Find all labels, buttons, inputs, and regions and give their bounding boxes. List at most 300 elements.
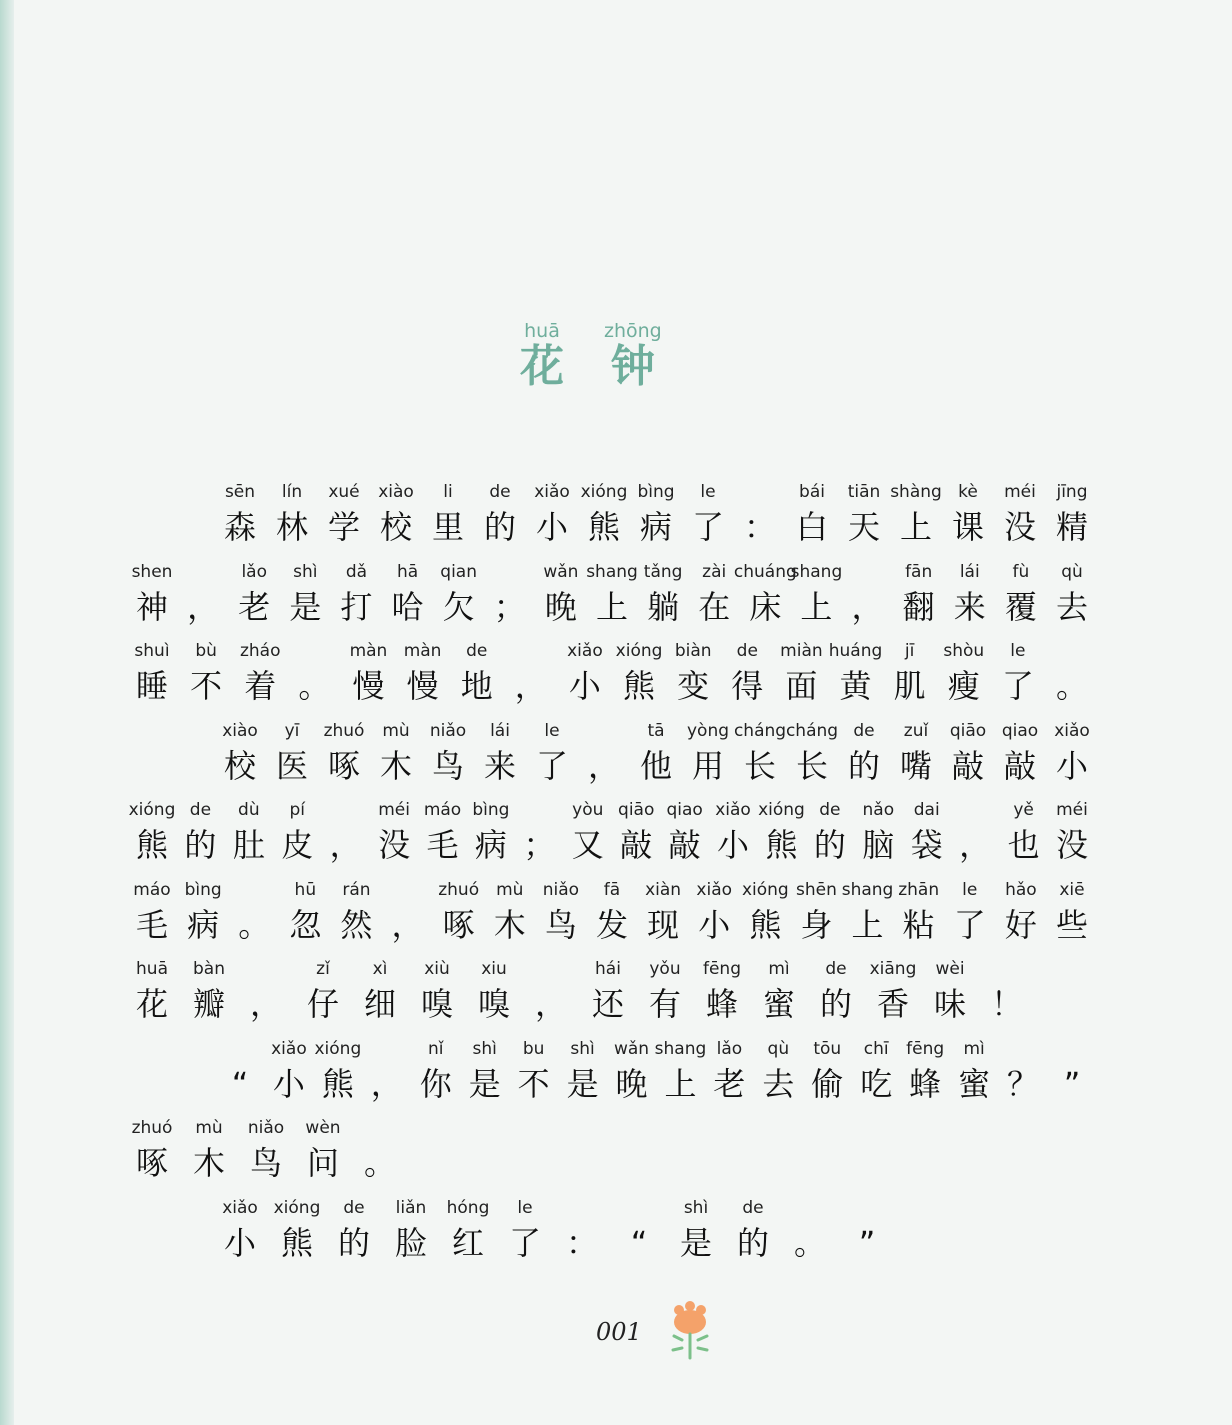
pinyin: xióng [758,800,805,820]
hanzi: ” [1063,1064,1081,1103]
pinyin: méi [1056,800,1088,820]
hanzi: 覆 [1004,587,1037,626]
pinyin-char [244,1114,288,1184]
pinyin: qù [1061,561,1083,582]
hanzi: 的 [813,826,846,864]
pinyin: xióng [615,641,663,661]
pinyin-char [586,558,638,628]
hanzi: 。 [793,1223,826,1262]
pinyin: yòng [686,720,730,741]
hanzi: ， [851,587,884,626]
pinyin: huā [136,959,168,979]
hanzi: 毛 [426,826,459,864]
pinyin: fān [905,561,933,582]
hanzi: 嗅 [477,985,510,1023]
hanzi: 慢 [352,667,385,705]
pinyin: lǎo [241,561,267,582]
pinyin: máo [423,800,462,820]
pinyin-char [275,1194,319,1264]
pinyin: shòu [943,641,985,661]
hanzi: 课 [951,508,984,546]
hanzi: 面 [785,667,818,705]
hanzi: 里 [431,508,464,546]
pinyin-char [590,876,634,946]
pinyin-char [686,717,730,787]
hanzi: 是 [289,587,322,626]
hanzi: 上 [664,1064,697,1103]
pinyin: fù [1012,561,1030,582]
pinyin-char [324,796,368,866]
pinyin: xué [328,482,360,502]
pinyin-char [566,796,610,866]
pinyin: xiǎo [534,482,570,502]
hanzi: 小 [535,508,568,546]
pinyin: yòu [572,800,604,820]
pinyin-char [946,478,990,548]
pinyin-char [187,1114,231,1184]
pinyin: wǎn [543,561,579,582]
hanzi: 有 [648,985,681,1023]
pinyin-char [446,1194,490,1264]
page-number: 001 [596,1318,642,1346]
pinyin-char [1050,558,1094,628]
hanzi: 地 [460,667,493,705]
pinyin-char [953,796,997,866]
hanzi: 红 [451,1223,484,1262]
pinyin-char [738,478,782,548]
hanzi: 晚 [615,1064,648,1103]
pinyin-char [654,1035,707,1105]
hanzi: 嘴 [899,746,932,785]
pinyin-char [842,478,886,548]
pinyin-char [130,876,174,946]
hanzi: 细 [363,985,396,1023]
hanzi: 香 [876,985,909,1023]
pinyin: le [962,879,978,900]
pinyin-char [275,796,319,866]
pinyin: zuǐ [903,720,929,741]
pinyin-char [218,1035,262,1105]
pinyin: lǎo [716,1038,743,1059]
pinyin: le [700,482,716,502]
hanzi: 然 [340,905,373,944]
pinyin-char [854,1035,898,1105]
pinyin: xiǎo [567,641,603,661]
pinyin-char [952,1035,996,1105]
hanzi: ” [858,1223,876,1262]
pinyin: xiù [424,959,450,979]
pinyin-char [998,717,1042,787]
pinyin: pí [289,800,305,820]
pinyin: miàn [780,641,823,661]
pinyin-char [1050,637,1094,707]
pinyin-char [374,717,418,787]
pinyin-char [756,1035,800,1105]
pinyin: tǎng [643,561,683,582]
pinyin-char [130,558,174,628]
pinyin: chī [863,1038,889,1059]
hanzi: 小 [717,826,750,864]
pinyin-char [478,717,522,787]
pinyin-char [529,955,573,1025]
pinyin: xiǎo [1054,720,1090,741]
hanzi: 。 [363,1144,396,1182]
pinyin: shang [790,561,843,582]
hanzi: 精 [1055,508,1088,546]
pinyin: jīng [1056,482,1088,502]
hanzi: ， [514,667,547,705]
pinyin: máo [133,879,171,900]
hanzi: 敲 [620,826,653,864]
pinyin-char [401,637,445,707]
pinyin-char [472,955,516,1025]
hanzi: 晚 [544,587,577,626]
pinyin: hóng [446,1197,490,1218]
hanzi: ！ [990,985,1023,1023]
pinyin-char [1002,796,1046,866]
hanzi: ， [391,905,424,944]
pinyin: xióng [273,1197,321,1218]
pinyin-char [372,796,416,866]
pinyin-char [785,717,839,787]
pinyin-char [663,796,707,866]
hanzi: 也 [1007,826,1040,864]
hanzi: 皮 [281,826,314,864]
pinyin-char [530,478,574,548]
pinyin-char [1001,1035,1045,1105]
pinyin-char [478,478,522,548]
pinyin: xióng [580,482,628,502]
text-line [0,717,1232,797]
pinyin-char [301,955,345,1025]
pinyin-char [582,478,626,548]
hanzi: 些 [1055,905,1088,944]
pinyin-char [358,955,402,1025]
pinyin: tōu [813,1038,842,1059]
pinyin-char [674,1194,718,1264]
hanzi: 神 [135,587,168,626]
pinyin: qù [767,1038,790,1059]
hanzi: 的 [847,746,880,785]
hanzi: 熊 [321,1064,354,1103]
pinyin-char [283,558,327,628]
hanzi: 熊 [587,508,620,546]
pinyin-char [560,1194,604,1264]
hanzi: 脑 [862,826,895,864]
pinyin: shen [131,561,173,582]
pinyin-char [692,876,736,946]
pinyin: zhuó [438,879,480,900]
pinyin: shang [586,561,638,582]
pinyin: lín [281,482,303,502]
pinyin: bìng [184,879,222,900]
pinyin: le [1010,641,1026,661]
pinyin-char [374,478,418,548]
hanzi: 翻 [902,587,935,626]
pinyin-char [232,558,276,628]
hanzi: 蜂 [705,985,738,1023]
pinyin-char [386,558,430,628]
hanzi: 木 [493,905,526,944]
hanzi: 躺 [647,587,680,626]
hanzi: 学 [327,508,360,546]
hanzi: 来 [953,587,986,626]
hanzi: 蜂 [909,1064,942,1103]
pinyin: yě [1013,800,1034,820]
hanzi: 鸟 [544,905,577,944]
pinyin-char [322,478,366,548]
hanzi: 脸 [394,1223,427,1262]
pinyin-char [292,637,336,707]
pinyin: de [825,959,847,979]
hanzi: 袋 [910,826,943,864]
hanzi: 林 [275,508,308,546]
hanzi: 好 [1004,905,1037,944]
pinyin: de [189,800,212,820]
pinyin: qiao [1001,720,1039,741]
text-line [0,478,1232,558]
hanzi: 了 [691,508,724,546]
pinyin-char [238,637,282,707]
pinyin-char [332,1194,376,1264]
pinyin-char [365,1035,409,1105]
pinyin-char [232,876,276,946]
pinyin-char [503,1194,547,1264]
pinyin: huáng [828,641,883,661]
text-line [0,1194,1232,1274]
pinyin-char [846,558,890,628]
hanzi: 来 [483,746,516,785]
pinyin: mù [496,879,524,900]
hanzi: 着 [244,667,277,705]
hanzi: 在 [698,587,731,626]
pinyin-char [334,876,378,946]
pinyin-char [996,637,1040,707]
hanzi: 欠 [442,587,475,626]
hanzi: 花 [135,985,168,1023]
pinyin-char [671,637,715,707]
hanzi: 。 [298,667,331,705]
pinyin-char [358,1114,402,1184]
hanzi: 了 [1001,667,1034,705]
text-line [0,1035,1232,1115]
pinyin: shì [472,1038,497,1059]
pinyin: le [517,1197,533,1218]
pinyin-char [512,1035,556,1105]
title-hanzi: 钟 [610,341,655,392]
pinyin-char [808,796,852,866]
pinyin-char [582,717,626,787]
pinyin-char [130,637,174,707]
pinyin-char [455,637,499,707]
pinyin: xiāng [869,959,917,979]
pinyin-char [130,796,174,866]
pinyin-char [686,478,730,548]
pinyin-char [999,558,1043,628]
pinyin-char [903,1035,947,1105]
pinyin-char [856,796,900,866]
pinyin-char [421,796,465,866]
hanzi: 没 [1055,826,1088,864]
pinyin: xiē [1059,879,1085,900]
pinyin: qian [440,561,478,582]
hanzi: 的 [736,1223,769,1262]
hanzi: 白 [795,508,828,546]
pinyin-char [227,796,271,866]
hanzi: 得 [731,667,764,705]
pinyin: zháo [239,641,281,661]
hanzi: 偷 [811,1064,844,1103]
pinyin-char [218,1194,262,1264]
pinyin-char [517,796,561,866]
hanzi: 木 [379,746,412,785]
pinyin-char [1050,717,1094,787]
pinyin-char [942,637,986,707]
pinyin: dù [238,800,260,820]
pinyin-char [897,558,941,628]
pinyin-char [928,955,972,1025]
hanzi: 校 [223,746,256,785]
pinyin: shì [293,561,318,582]
hanzi: 上 [800,587,833,626]
pinyin: cháng [733,720,787,741]
pinyin-char [1050,1035,1094,1105]
text-line [0,796,1232,876]
pinyin: lái [490,720,510,741]
pinyin-char [946,717,990,787]
hanzi: ， [187,587,220,626]
hanzi: 忽 [289,905,322,944]
hanzi: 敲 [951,746,984,785]
hanzi: 鸟 [431,746,464,785]
pinyin: xiu [481,959,507,979]
hanzi: ， [587,746,620,785]
pinyin-char [725,637,769,707]
hanzi: ， [370,1064,403,1103]
pinyin-char [426,717,470,787]
hanzi: 病 [187,905,220,944]
hanzi: 慢 [406,667,439,705]
pinyin-char [617,637,661,707]
hanzi: 的 [337,1223,370,1262]
hanzi: 啄 [327,746,360,785]
title-hanzi: 花 [520,341,564,392]
pinyin-char [267,1035,311,1105]
pinyin: niǎo [429,720,467,741]
pinyin: xióng [128,800,176,820]
pinyin-char [389,1194,433,1264]
hanzi: 不 [517,1064,550,1103]
text-line [0,558,1232,638]
pinyin-char [463,1035,507,1105]
hanzi: 的 [184,826,217,864]
pinyin-char [509,637,553,707]
pinyin-char [897,876,941,946]
hanzi: 不 [190,667,223,705]
hanzi: 的 [483,508,516,546]
hanzi: 老 [238,587,271,626]
pinyin: wǎn [613,1038,650,1059]
pinyin: dǎ [345,561,368,582]
pinyin-char [469,796,513,866]
hanzi: 敲 [668,826,701,864]
pinyin-char [643,955,687,1025]
pinyin-char [634,717,678,787]
pinyin-char [270,717,314,787]
pinyin: hǎo [1005,879,1037,900]
pinyin: shì [683,1197,709,1218]
hanzi: 敲 [1003,746,1036,785]
pinyin-char [790,478,834,548]
pinyin: de [489,482,511,502]
pinyin-char [1050,478,1094,548]
pinyin-char [871,955,915,1025]
pinyin-char [614,796,658,866]
pinyin: fēng [906,1038,945,1059]
pinyin-char [998,478,1042,548]
pinyin-char [711,796,755,866]
hanzi: ： [743,508,776,546]
pinyin: shang [654,1038,707,1059]
pinyin-char [700,955,744,1025]
pinyin: nǎo [862,800,895,820]
hanzi: 啄 [135,1144,168,1182]
pinyin: wèn [305,1118,341,1138]
pinyin-char [794,876,838,946]
hanzi: 是 [679,1223,712,1262]
pinyin-char [985,955,1029,1025]
pinyin-char [733,558,797,628]
pinyin: de [742,1197,764,1218]
pinyin: zài [702,561,727,582]
pinyin-char [641,558,685,628]
title-pinyin: huā [524,320,560,342]
hanzi: 的 [819,985,852,1023]
hanzi: 长 [795,746,828,785]
hanzi: 去 [762,1064,795,1103]
pinyin-char [539,876,583,946]
hanzi: 是 [566,1064,599,1103]
pinyin-char [539,558,583,628]
hanzi: 小 [698,905,731,944]
hanzi: 身 [800,905,833,944]
hanzi: 小 [223,1223,256,1262]
hanzi: 仔 [306,985,339,1023]
hanzi: 没 [378,826,411,864]
pinyin-char [1050,876,1094,946]
flower-icon [664,1298,716,1364]
pinyin-char [488,558,532,628]
pinyin: fēng [702,959,741,979]
hanzi: ； [523,826,556,864]
flower-petals [674,1301,706,1334]
pinyin: dai [913,800,940,820]
pinyin: nǐ [428,1038,444,1059]
hanzi: 吃 [860,1064,893,1103]
pinyin-char [586,955,630,1025]
hanzi: 病 [474,826,507,864]
pinyin-char [617,1194,661,1264]
pinyin: liǎn [395,1197,427,1218]
hanzi: “ [231,1064,249,1103]
hanzi: “ [630,1223,648,1262]
pinyin: kè [958,482,978,502]
hanzi: 老 [713,1064,746,1103]
hanzi: 毛 [135,905,168,944]
pinyin-char [218,478,262,548]
pinyin: biàn [674,641,712,661]
pinyin: de [466,641,488,661]
